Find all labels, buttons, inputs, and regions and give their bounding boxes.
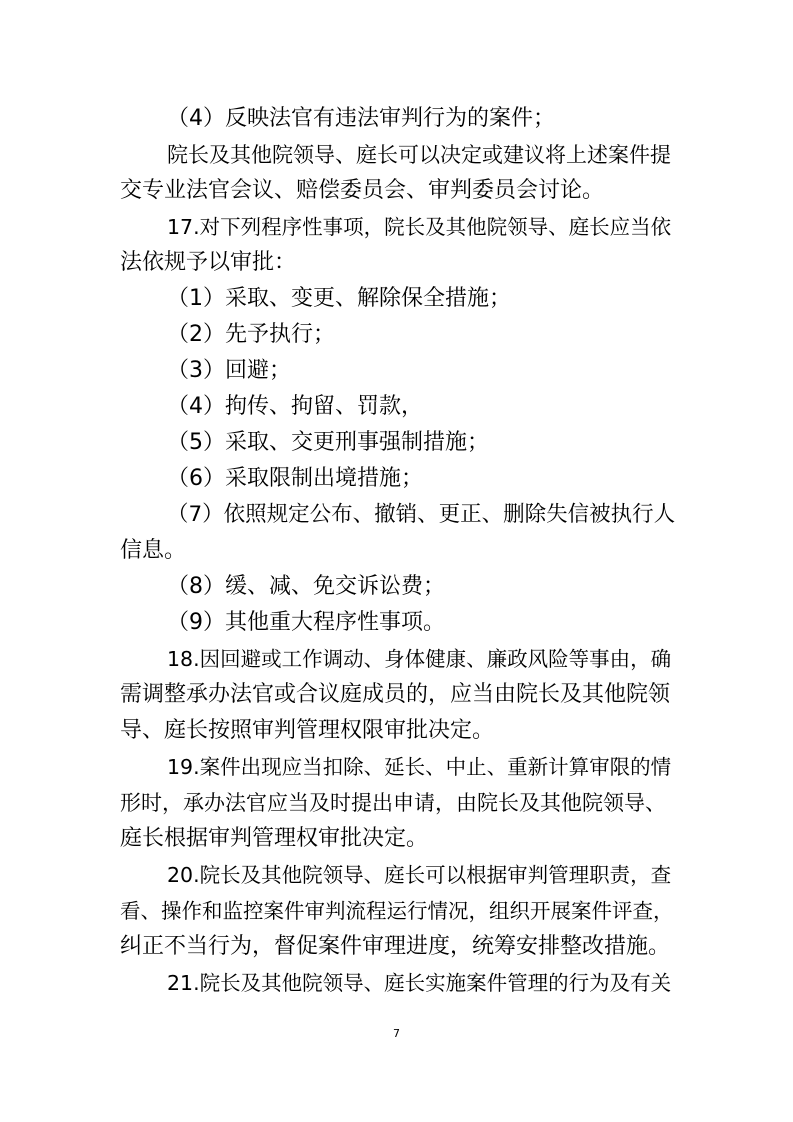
text-line: 21.院长及其他院领导、庭长实施案件管理的行为及有关 [167, 971, 672, 995]
text-line: 导、庭长按照审判管理权限审批决定。 [120, 718, 495, 743]
text-line: 需调整承办法官或合议庭成员的，应当由院长及其他院领 [120, 682, 671, 707]
text-line: （3）回避； [167, 358, 291, 383]
page-number: 7 [393, 1027, 400, 1040]
text-line: （6）采取限制出境措施； [167, 466, 423, 491]
text-line: 庭长根据审判管理权审批决定。 [120, 826, 429, 851]
text-line: （4）拘传、拘留、罚款， [167, 394, 423, 419]
text-line: 院长及其他院领导、庭长可以决定或建议将上述案件提 [167, 143, 671, 167]
text-line: 19.案件出现应当扣除、延长、中止、重新计算审限的情 [167, 755, 672, 779]
text-line: 纠正不当行为，督促案件审理进度，统筹安排整改措施。 [120, 934, 671, 959]
text-line: 看、操作和监控案件审判流程运行情况，组织开展案件评查， [120, 899, 674, 923]
text-line: 20.院长及其他院领导、庭长可以根据审判管理职责，查 [167, 863, 672, 887]
text-line: （4）反映法官有违法审判行为的案件； [167, 106, 555, 131]
text-line: （5）采取、交更刑事强制措施； [167, 430, 489, 455]
text-line: 18.因回避或工作调动、身体健康、廉政风险等事由，确 [167, 647, 672, 671]
text-line: （1）采取、变更、解除保全措施； [167, 286, 511, 311]
text-line: （7）依照规定公布、撤销、更正、删除失信被执行人 [167, 502, 676, 527]
text-line: 形时，承办法官应当及时提出申请，由院长及其他院领导、 [120, 791, 666, 815]
text-line: （8）缓、减、免交诉讼费； [167, 574, 445, 599]
text-line: 法依规予以审批： [120, 250, 297, 275]
text-line: 信息。 [120, 538, 187, 563]
text-line: （2）先予执行； [167, 322, 335, 347]
text-line: 交专业法官会议、赔偿委员会、审判委员会讨论。 [120, 178, 605, 203]
text-line: （9）其他重大程序性事项。 [167, 610, 445, 635]
text-line: 17.对下列程序性事项，院长及其他院领导、庭长应当依 [167, 215, 672, 239]
